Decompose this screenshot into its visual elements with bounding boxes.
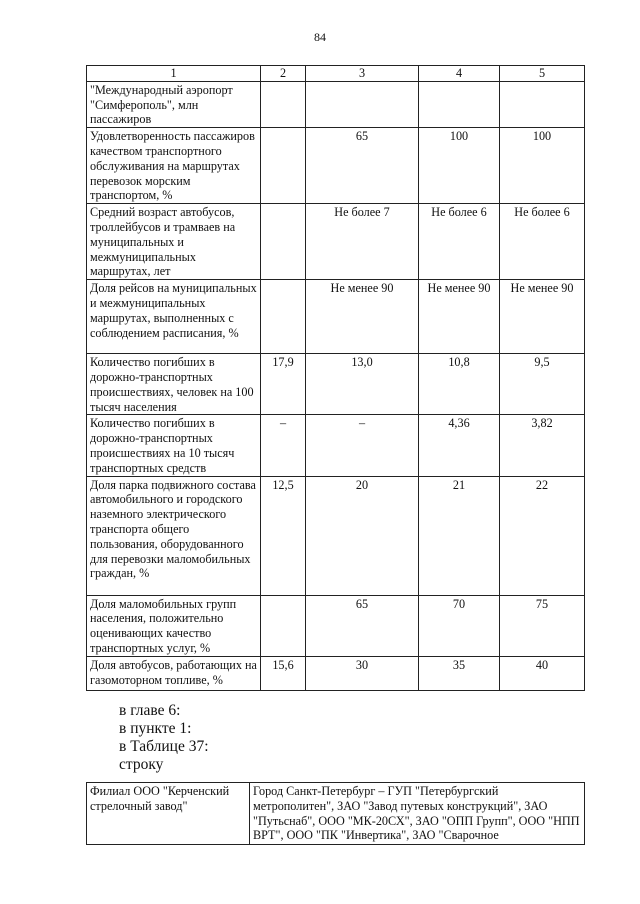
amendment-text <box>119 702 209 774</box>
value-cell: 4,36 <box>419 415 500 476</box>
enterprise-table <box>86 782 585 845</box>
table-row <box>87 656 585 690</box>
indicator-name: Удовлетворенность пассажиров качеством транспортного обслуживания на маршрутах перевозок морским транспортом, % <box>87 128 261 204</box>
table-row <box>87 476 585 595</box>
text-line: в главе 6: <box>119 702 181 719</box>
value-cell: 9,5 <box>500 354 585 415</box>
enterprise-partners: Город Санкт-Петербург – ГУП "Петербургский метрополитен", ЗАО "Завод путевых конструкций", ЗАО "Путьснаб", ООО "МК-20СХ", ЗАО "ОПП Групп", ООО "НПП ВРТ", ООО "ПК "Инвертика", ЗАО "Сварочное <box>250 783 585 845</box>
indicator-name: Количество погибших в дорожно-транспортных происшествиях, человек на 100 тысяч населения <box>87 354 261 415</box>
value-cell: 10,8 <box>419 354 500 415</box>
table-row <box>87 595 585 656</box>
enterprise-name: Филиал ООО "Керченский стрелочный завод" <box>87 783 250 845</box>
value-cell: Не более 7 <box>306 204 419 280</box>
table-row <box>87 280 585 354</box>
column-header: 4 <box>419 66 500 82</box>
text-line: в пункте 1: <box>119 720 192 737</box>
table-row <box>87 354 585 415</box>
value-cell: 100 <box>500 128 585 204</box>
value-cell: 65 <box>306 595 419 656</box>
value-cell: 40 <box>500 656 585 690</box>
value-cell <box>261 81 306 127</box>
indicator-name: Доля парка подвижного состава автомобильного и городского наземного электрического транспорта общего пользования, оборудованного для перевозки маломобильных граждан, % <box>87 476 261 595</box>
table-row <box>87 81 585 127</box>
value-cell: 20 <box>306 476 419 595</box>
indicator-name: Доля автобусов, работающих на газомоторном топливе, % <box>87 656 261 690</box>
value-cell: 15,6 <box>261 656 306 690</box>
table-row <box>87 415 585 476</box>
value-cell: 13,0 <box>306 354 419 415</box>
value-cell <box>261 128 306 204</box>
column-header: 5 <box>500 66 585 82</box>
indicator-name: Средний возраст автобусов, троллейбусов и трамваев на муниципальных и межмуниципальных маршрутах, лет <box>87 204 261 280</box>
value-cell <box>306 81 419 127</box>
table-row <box>87 128 585 204</box>
column-header: 3 <box>306 66 419 82</box>
value-cell: 30 <box>306 656 419 690</box>
table-row <box>87 783 585 845</box>
column-header: 1 <box>87 66 261 82</box>
indicator-name: Доля рейсов на муниципальных и межмуниципальных маршрутах, выполненных с соблюдением расписания, % <box>87 280 261 354</box>
value-cell: 3,82 <box>500 415 585 476</box>
value-cell: Не менее 90 <box>306 280 419 354</box>
value-cell: 22 <box>500 476 585 595</box>
indicator-name: "Международный аэропорт "Симферополь", млн пассажиров <box>87 81 261 127</box>
value-cell <box>500 81 585 127</box>
indicators-table <box>86 65 585 691</box>
value-cell: 100 <box>419 128 500 204</box>
table-row <box>87 204 585 280</box>
value-cell: 17,9 <box>261 354 306 415</box>
value-cell: Не более 6 <box>500 204 585 280</box>
indicator-name: Количество погибших в дорожно-транспортных происшествиях на 10 тысяч транспортных средств <box>87 415 261 476</box>
value-cell <box>419 81 500 127</box>
value-cell <box>261 280 306 354</box>
value-cell: – <box>261 415 306 476</box>
value-cell: 75 <box>500 595 585 656</box>
value-cell: Не менее 90 <box>500 280 585 354</box>
value-cell: Не более 6 <box>419 204 500 280</box>
indicator-name: Доля маломобильных групп населения, положительно оценивающих качество транспортных услуг, % <box>87 595 261 656</box>
value-cell: 65 <box>306 128 419 204</box>
column-header: 2 <box>261 66 306 82</box>
value-cell: 21 <box>419 476 500 595</box>
value-cell: 12,5 <box>261 476 306 595</box>
table-header-row <box>87 66 585 82</box>
value-cell: 35 <box>419 656 500 690</box>
text-line: в Таблице 37: <box>119 738 209 755</box>
value-cell <box>261 595 306 656</box>
page-number: 84 <box>314 30 326 44</box>
text-line: строку <box>119 756 164 773</box>
value-cell <box>261 204 306 280</box>
value-cell: – <box>306 415 419 476</box>
value-cell: 70 <box>419 595 500 656</box>
value-cell: Не менее 90 <box>419 280 500 354</box>
